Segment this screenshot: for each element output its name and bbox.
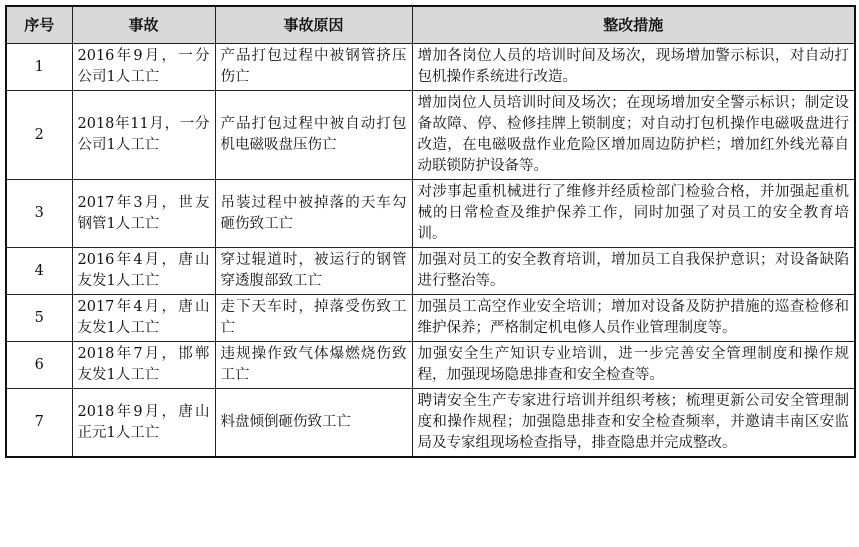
header-accident-cause: 事故原因 bbox=[215, 6, 412, 44]
cell-accident-cause: 产品打包过程中被钢管挤压伤亡 bbox=[215, 44, 412, 91]
cell-corrective-measures: 增加岗位人员培训时间及场次；在现场增加安全警示标识；制定设备故障、停、检修挂牌上锁制度；对自动打包机操作电磁吸盘进行改造，在电磁吸盘作业危险区增加周边防护栏；增加红外线光幕自动联锁防护设备等。 bbox=[412, 91, 855, 180]
table-row bbox=[6, 389, 855, 458]
cell-serial-number: 7 bbox=[6, 389, 72, 458]
table-row bbox=[6, 342, 855, 389]
cell-corrective-measures: 加强安全生产知识专业培训，进一步完善安全管理制度和操作规程，加强现场隐患排查和安全检查等。 bbox=[412, 342, 855, 389]
table-row bbox=[6, 44, 855, 91]
cell-serial-number: 4 bbox=[6, 248, 72, 295]
cell-serial-number: 5 bbox=[6, 295, 72, 342]
cell-accident-cause: 产品打包过程中被自动打包机电磁吸盘压伤亡 bbox=[215, 91, 412, 180]
table-row bbox=[6, 91, 855, 180]
cell-accident-cause: 走下天车时，掉落受伤致工亡 bbox=[215, 295, 412, 342]
accident-table bbox=[5, 5, 856, 458]
cell-corrective-measures: 聘请安全生产专家进行培训并组织考核；梳理更新公司安全管理制度和操作规程；加强隐患排查和安全检查频率，并邀请丰南区安监局及专家组现场检查指导，排查隐患并完成整改。 bbox=[412, 389, 855, 458]
cell-accident: 2018年7月，邯郸友发1人工亡 bbox=[72, 342, 215, 389]
cell-serial-number: 3 bbox=[6, 180, 72, 248]
cell-corrective-measures: 增加各岗位人员的培训时间及场次，现场增加警示标识，对自动打包机操作系统进行改造。 bbox=[412, 44, 855, 91]
cell-corrective-measures: 加强员工高空作业安全培训；增加对设备及防护措施的巡查检修和维护保养；严格制定机电修人员作业管理制度等。 bbox=[412, 295, 855, 342]
cell-accident-cause: 吊装过程中被掉落的天车勾砸伤致工亡 bbox=[215, 180, 412, 248]
cell-serial-number: 1 bbox=[6, 44, 72, 91]
cell-accident: 2018年9月，唐山正元1人工亡 bbox=[72, 389, 215, 458]
table-row bbox=[6, 180, 855, 248]
header-accident: 事故 bbox=[72, 6, 215, 44]
cell-serial-number: 2 bbox=[6, 91, 72, 180]
header-corrective-measures: 整改措施 bbox=[412, 6, 855, 44]
cell-accident-cause: 料盘倾倒砸伤致工亡 bbox=[215, 389, 412, 458]
cell-corrective-measures: 对涉事起重机械进行了维修并经质检部门检验合格，并加强起重机械的日常检查及维护保养工作，同时加强了对员工的安全教育培训。 bbox=[412, 180, 855, 248]
table-row bbox=[6, 295, 855, 342]
cell-accident-cause: 违规操作致气体爆燃烧伤致工亡 bbox=[215, 342, 412, 389]
cell-accident: 2016年9月，一分公司1人工亡 bbox=[72, 44, 215, 91]
header-serial-number: 序号 bbox=[6, 6, 72, 44]
cell-accident: 2017年4月，唐山友发1人工亡 bbox=[72, 295, 215, 342]
cell-accident: 2018年11月，一分公司1人工亡 bbox=[72, 91, 215, 180]
table-row bbox=[6, 248, 855, 295]
cell-accident: 2017年3月，世友钢管1人工亡 bbox=[72, 180, 215, 248]
cell-accident-cause: 穿过辊道时，被运行的钢管穿透腹部致工亡 bbox=[215, 248, 412, 295]
cell-accident: 2016年4月，唐山友发1人工亡 bbox=[72, 248, 215, 295]
cell-corrective-measures: 加强对员工的安全教育培训，增加员工自我保护意识；对设备缺陷进行整治等。 bbox=[412, 248, 855, 295]
table-header-row bbox=[6, 6, 855, 44]
cell-serial-number: 6 bbox=[6, 342, 72, 389]
